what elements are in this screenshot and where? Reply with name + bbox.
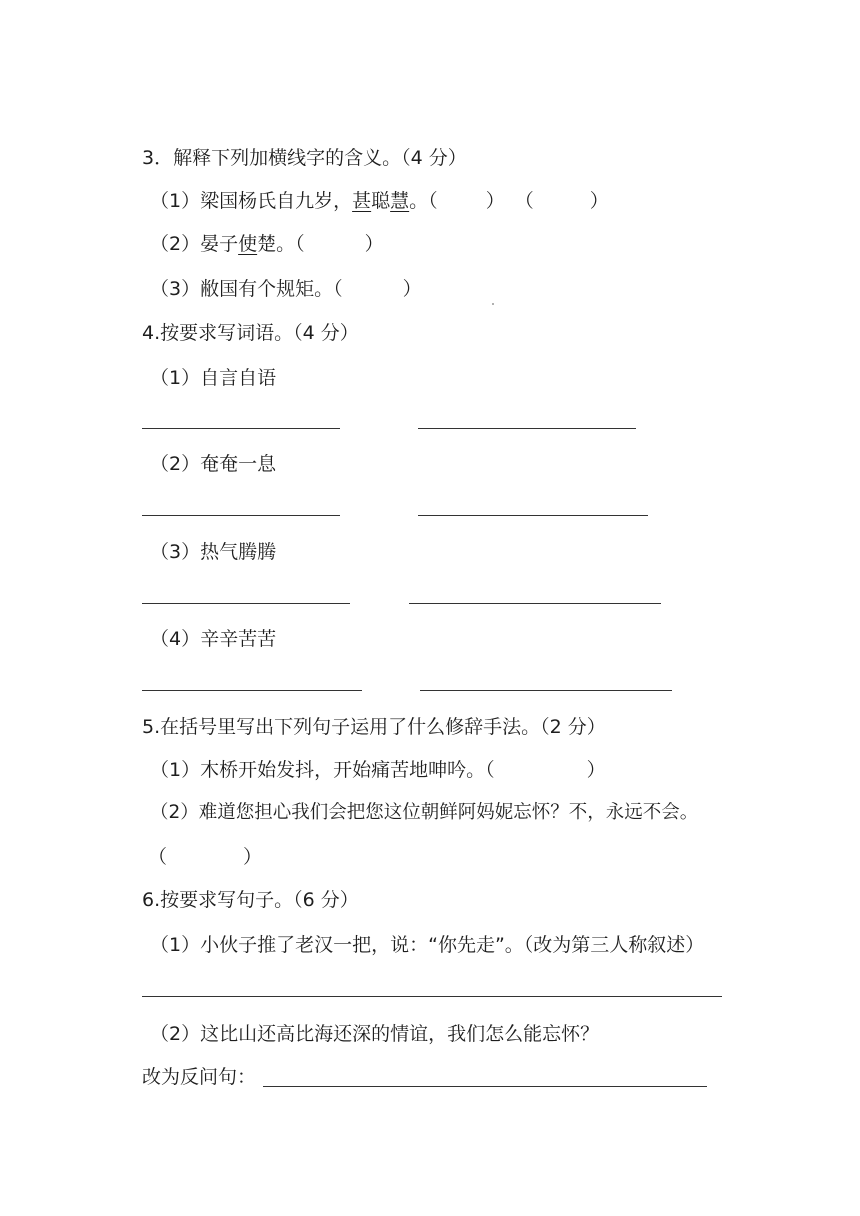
answer-paren-close: ） [586,759,606,781]
item-text: 楚。 [257,233,296,255]
answer-paren-open: （ [485,759,495,781]
item-number: （2） [150,453,201,475]
q5-item-2-answer [148,845,262,869]
answer-line[interactable] [418,515,648,516]
answer-line[interactable] [142,690,362,691]
item-text: 。 [409,190,429,212]
item-number: （4） [150,628,201,650]
answer-paren-close: ） [402,278,422,300]
answer-paren-open: （ [333,278,343,300]
answer-line[interactable] [409,603,661,604]
item-number: （2） [150,1023,201,1045]
answer-line[interactable] [142,996,722,997]
answer-line[interactable] [142,515,340,516]
answer-paren-close: ） [243,846,263,868]
answer-paren-open: （ [295,233,305,255]
item-word: 奄奄一息 [200,453,277,475]
item-text: 晏子 [200,233,239,255]
item-number: （1） [150,759,201,781]
q3-item-3 [150,277,422,301]
q6-title: 6.按要求写句子。（6 分） [142,889,359,911]
item-text: 难道您担心我们会把您这位朝鲜阿妈妮忘怀？不，永远不会。 [198,802,699,823]
q5-item-1 [150,758,606,782]
item-number: （1） [150,934,201,956]
answer-line[interactable] [142,428,340,429]
scan-speck [492,303,494,305]
q6-item-2 [150,1022,599,1046]
answer-paren-close: ） [485,190,505,212]
item-word: 辛辛苦苦 [200,628,277,650]
item-text: 聪 [371,190,391,212]
answer-label: 改为反问句： [142,1066,257,1088]
q6-item-1 [150,933,704,957]
answer-line[interactable] [263,1086,707,1087]
underlined-char: 甚 [352,190,372,212]
item-number: （3） [150,278,201,300]
answer-line[interactable] [142,603,350,604]
answer-line[interactable] [418,428,636,429]
q4-title: 4.按要求写词语。（4 分） [142,322,359,344]
answer-line[interactable] [420,690,672,691]
item-number: （1） [150,367,201,389]
q4-item-3 [150,540,276,564]
item-number: （1） [150,190,201,212]
q5-item-2 [150,801,698,825]
item-text: 敝国有个规矩。 [200,278,334,300]
item-word: 自言自语 [200,367,277,389]
q3-item-2 [150,232,384,256]
item-word: 热气腾腾 [200,541,277,563]
q3-item-1 [150,189,609,213]
item-number: （3） [150,541,201,563]
answer-paren-open: （ [148,846,168,868]
q4-item-2 [150,452,276,476]
underlined-char: 使 [238,233,258,255]
underlined-char: 慧 [390,190,410,212]
q4-item-4 [150,627,276,651]
q5-title: 5.在括号里写出下列句子运用了什么修辞手法。（2 分） [142,716,606,738]
item-text: 这比山还高比海还深的情谊，我们怎么能忘怀？ [200,1023,600,1045]
item-number: （2） [150,233,201,255]
item-number: （2） [150,802,199,823]
answer-paren-close: ） [364,233,384,255]
item-text: 梁国杨氏自九岁， [200,190,353,212]
answer-paren-close: ） [589,190,609,212]
item-text: 木桥开始发抖，开始痛苦地呻吟。 [200,759,486,781]
answer-paren-open: （ [428,190,438,212]
q4-item-1 [150,366,276,390]
q3-title: 3．解释下列加横线字的含义。（4 分） [142,147,467,169]
answer-paren-open: （ [514,190,534,212]
item-text: 小伙子推了老汉一把，说：“你先走”。（改为第三人称叙述） [200,934,705,956]
